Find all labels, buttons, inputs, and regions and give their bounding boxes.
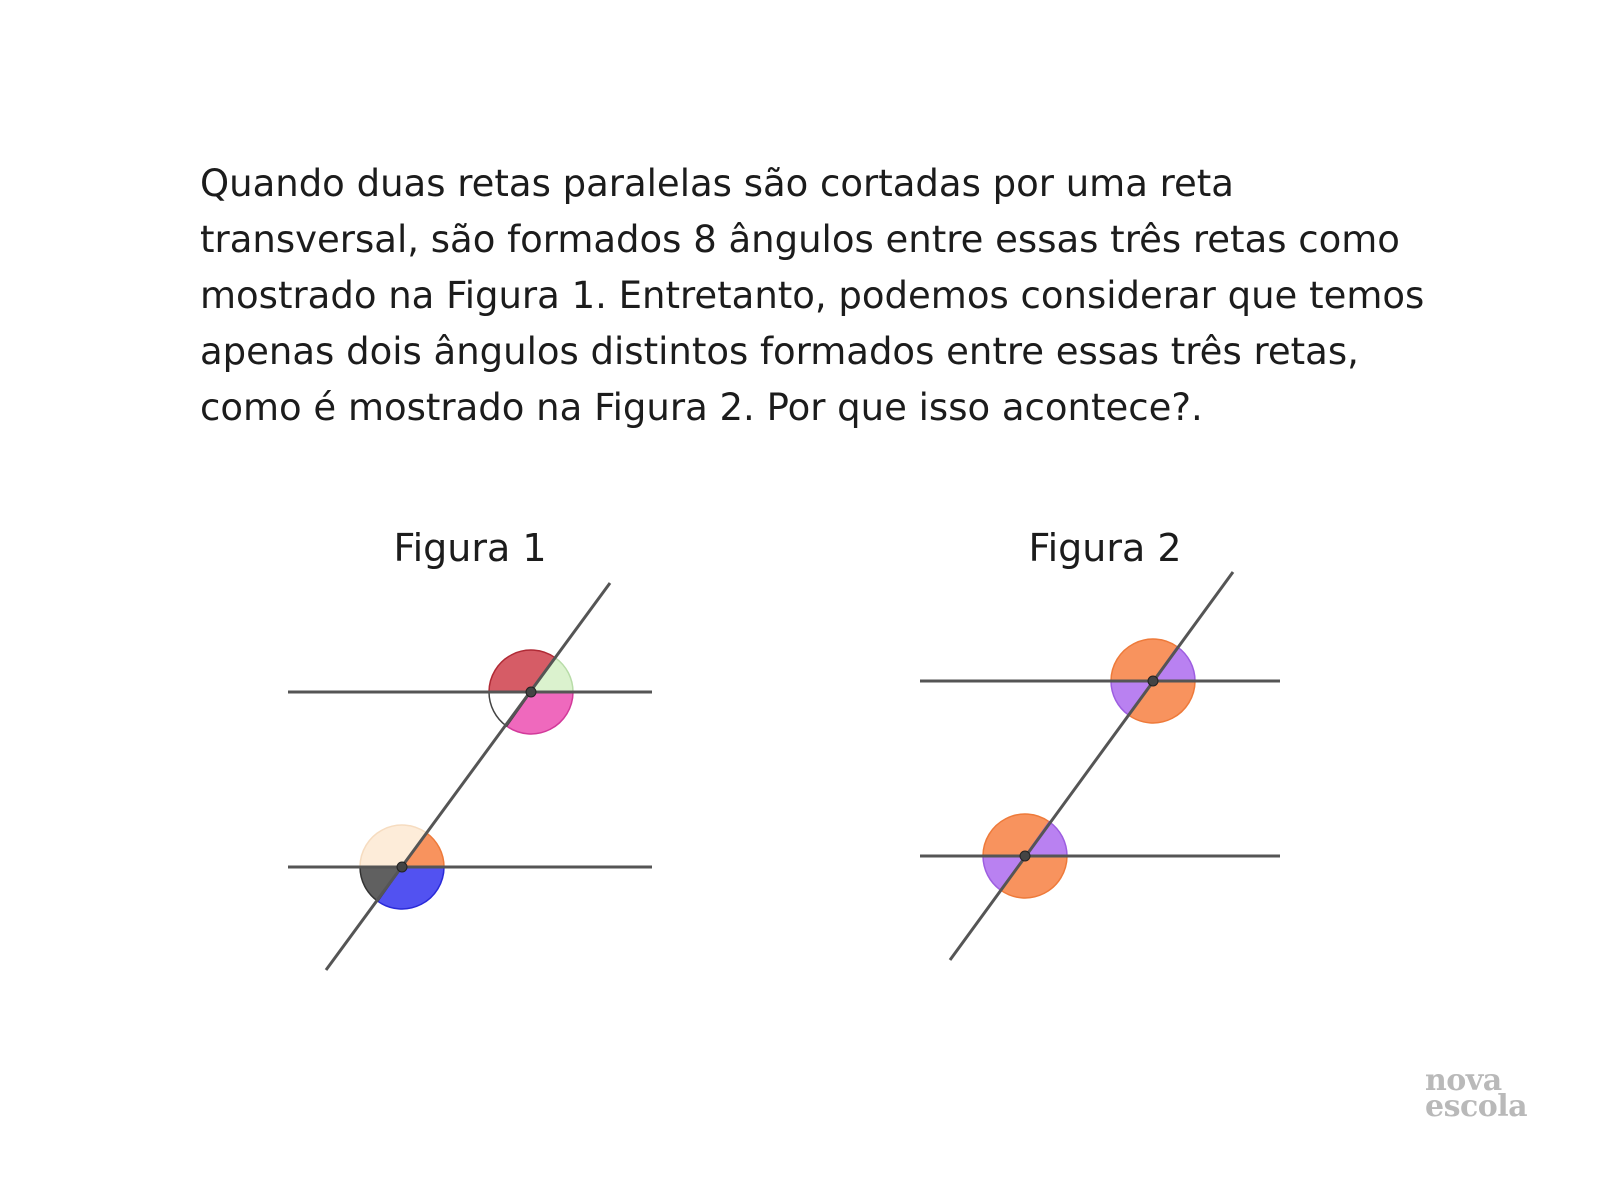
nova-escola-logo xyxy=(1425,1063,1528,1124)
figure-2-intersection-point-top xyxy=(1148,676,1158,686)
figure-2-transversal-line xyxy=(950,572,1233,960)
figure-1-title: Figura 1 xyxy=(393,526,547,570)
logo-line-1: nova xyxy=(1425,1063,1502,1098)
figure-2-title: Figura 2 xyxy=(1028,526,1182,570)
logo-line-2: escola xyxy=(1425,1089,1528,1124)
question-text: Quando duas retas paralelas são cortadas por uma reta transversal, são formados 8 ângulos entre essas três retas como mostrado na Figura 1. Entretanto, podemos considerar que temos apenas dois ângulos distintos formados entre essas três retas, como é mostrado na Figura 2. Por que isso acontece?. xyxy=(200,162,1425,429)
figure-2-intersection-point-bottom xyxy=(1020,851,1030,861)
